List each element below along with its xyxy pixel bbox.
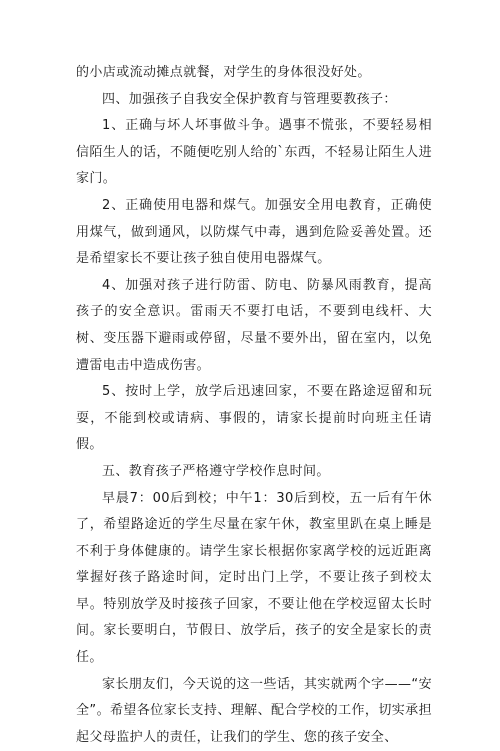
paragraph-section-five-heading: 五、教育孩子严格遵守学校作息时间。: [102, 463, 330, 479]
paragraph-section-four-heading: 四、加强孩子自我安全保护教育与管理要教孩子：: [102, 91, 397, 107]
paragraph-item-2: 2、正确使用电器和煤气。加强安全用电教育，正确使用煤气，做到通风，以防煤气中毒，遇到危险妥善处置。还是希望家长不要让孩子独自使用电器煤气。: [76, 197, 432, 267]
paragraph-closing: 家长朋友们，今天说的这一些话，其实就两个字——“安全”。希望各位家长支持、理解、配合学校的工作，切实承担起父母监护人的责任，让我们的学生、您的孩子安全、: [76, 676, 432, 745]
paragraph-item-1: 1、正确与坏人坏事做斗争。遇事不慌张，不要轻易相信陌生人的话，不随便吃别人给的`东西，不轻易让陌生人进家门。: [76, 118, 432, 187]
paragraph-schedule: 早晨7：00后到校；中午1：30后到校，五一后有午休了，希望路途近的学生尽量在家午休，教室里趴在桌上睡是不利于身体健康的。请学生家长根据你家离学校的远近距离掌握好孩子路途时间，定时出门上学，不要让孩子到校太早。特别放学及时接孩子回家，不要让他在学校逗留太长时间。家长要明白，节假日、放学后，孩子的安全是家长的责任。: [76, 490, 432, 666]
paragraph-item-5: 5、按时上学，放学后迅速回家，不要在路途逗留和玩耍，不能到校或请病、事假的，请家长提前时向班主任请假。: [76, 384, 432, 453]
paragraph-continuation: 的小店或流动摊点就餐，对学生的身体很没好处。: [76, 65, 371, 80]
document-body: [76, 60, 432, 751]
paragraph-item-4: 4、加强对孩子进行防雷、防电、防暴风雨教育，提高孩子的安全意识。雷雨天不要打电话，不要到电线杆、大树、变压器下避雨或停留，尽量不要外出，留在室内，以免遭雷电击中造成伤害。: [76, 277, 432, 373]
